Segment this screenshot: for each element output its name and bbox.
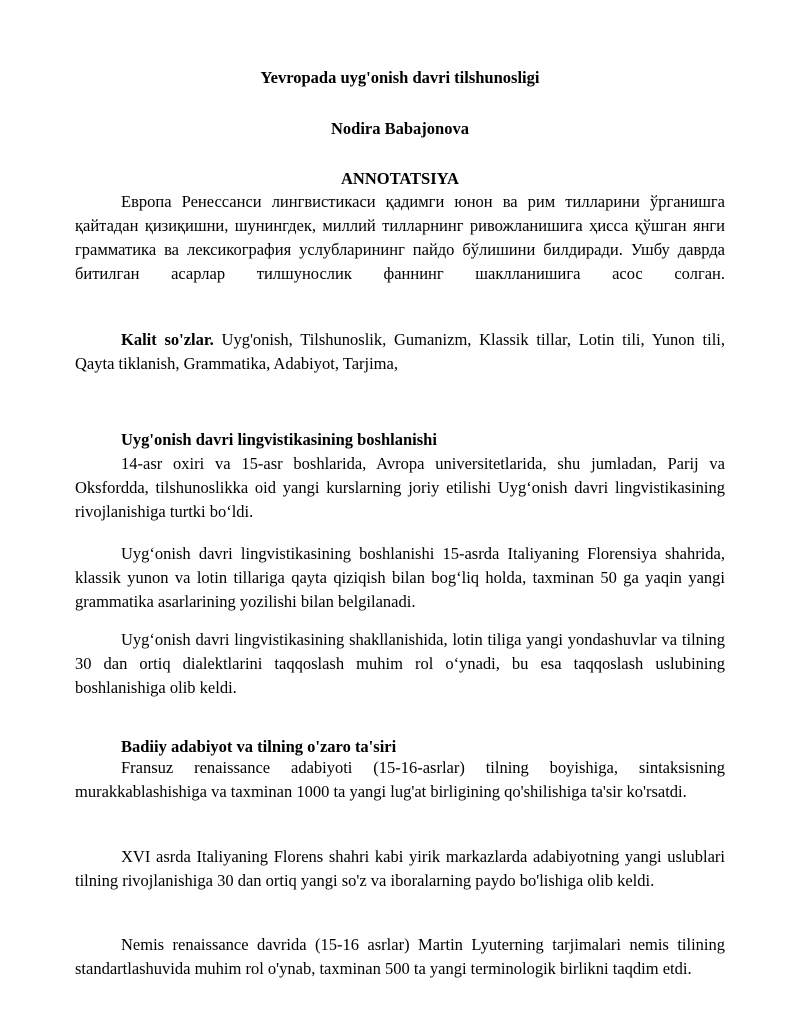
keywords-label: Kalit so'zlar. [121,330,214,349]
section1-paragraph-3: Uygʻonish davri lingvistikasining shakllanishida, lotin tiliga yangi yondashuvlar va tilning 30 dan ortiq dialektlarini taqqoslash muhim rol oʻynadi, bu esa taqqoslash uslubining boshlanishiga olib keldi. [75,630,725,697]
document-title: Yevropada uyg'onish davri tilshunosligi [260,68,540,87]
section2-paragraph-1: Fransuz renaissance adabiyoti (15-16-asrlar) tilning boyishiga, sintaksisning murakkablashishiga va taxminan 1000 ta yangi lug'at birligining qo'shilishiga ta'sir ko'rsatdi. [75,758,725,801]
document-author: Nodira Babajonova [331,119,469,138]
section1-paragraph-1: 14-asr oxiri va 15-asr boshlarida, Avropa universitetlarida, shu jumladan, Parij va Oksfordda, tilshunoslikka oid yangi kurslarning joriy etilishi Uygʻonish davri lingvistikasining rivojlanishiga turtki boʻldi. [75,454,725,521]
section-heading-2: Badiiy adabiyot va tilning o'zaro ta'siri [121,737,397,756]
keywords-paragraph [75,328,725,376]
section2-paragraph-3: Nemis renaissance davrida (15-16 asrlar) Martin Lyuterning tarjimalari nemis tilining standartlashuvida muhim rol o'ynab, taxminan 500 ta yangi terminologik birlikni taqdim etdi. [75,935,725,978]
section-heading-1: Uyg'onish davri lingvistikasining boshlanishi [121,430,437,449]
section1-paragraph-2: Uygʻonish davri lingvistikasining boshlanishi 15-asrda Italiyaning Florensiya shahrida, klassik yunon va lotin tillariga qayta qiziqish bilan bogʻliq holda, taxminan 50 ga yaqin yangi grammatika asarlarining yozilishi bilan belgilanadi. [75,544,725,611]
section2-paragraph-2: XVI asrda Italiyaning Florens shahri kabi yirik markazlarda adabiyotning yangi uslublari tilning rivojlanishiga 30 dan ortiq yangi so'z va iboralarning paydo bo'lishiga olib keldi. [75,847,725,890]
annotation-text: Европа Ренессанси лингвистикаси қадимги юнон ва рим тилларини ўрганишга қайтадан қизиқишни, шунингдек, миллий тилларнинг ривожланишига ҳисса қўшган янги грамматика ва лексикография услубларининг пайдо бўлишини билдиради. Ушбу даврда битилган асарлар тилшунослик фаннинг шаклланишига асос солган. [75,192,725,283]
annotation-heading: ANNOTATSIYA [341,169,459,188]
keywords-text: Uyg'onish, Tilshunoslik, Gumanizm, Klassik tillar, Lotin tili, Yunon tili, Qayta tiklanish, Grammatika, Adabiyot, Tarjima, [75,330,725,373]
